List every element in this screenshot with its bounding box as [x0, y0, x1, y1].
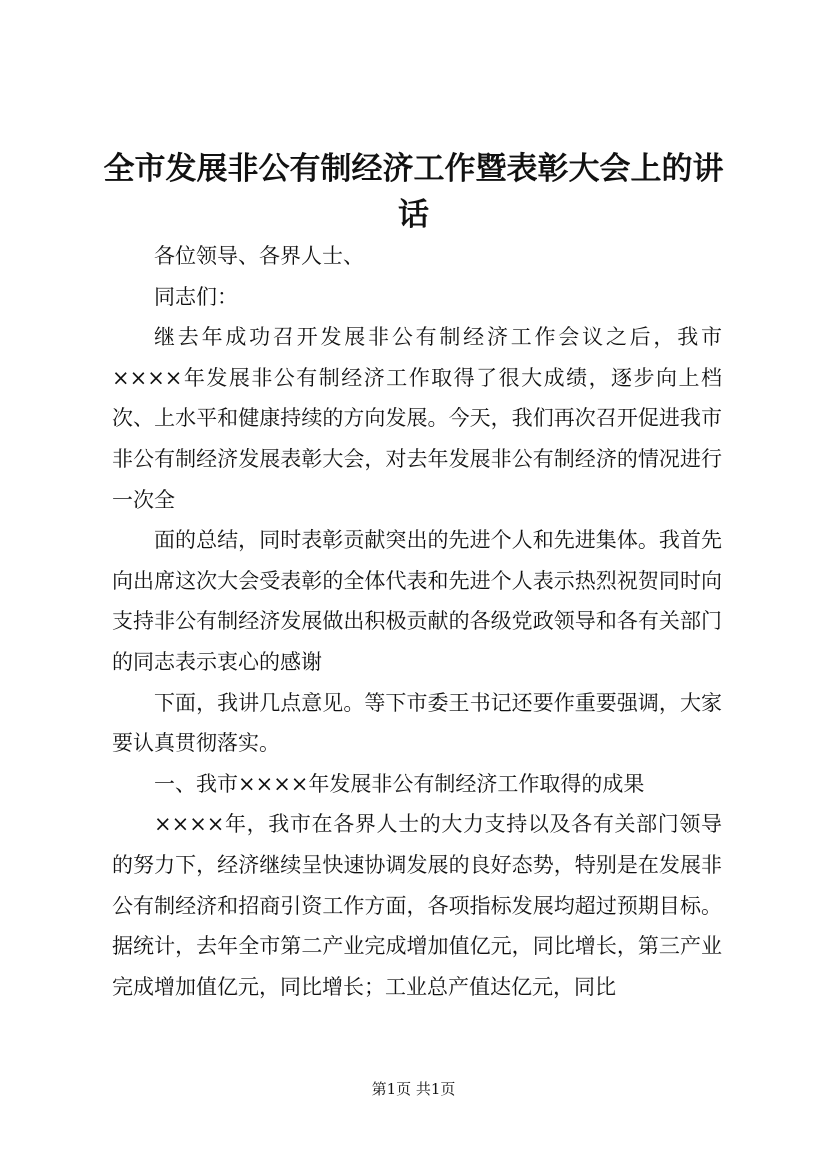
document-body	[112, 236, 722, 1007]
paragraph-body: 面的总结，同时表彰贡献突出的先进个人和先进集体。我首先向出席这次大会受表彰的全体代表和先进个人表示热烈祝贺同时向支持非公有制经济发展做出积极贡献的各级党政领导和各有关部门的同志表示衷心的感谢	[112, 528, 722, 674]
paragraph-salutation-comrades: 同志们：	[154, 284, 238, 309]
paragraph-salutation: 各位领导、各界人士、	[154, 244, 364, 268]
section-heading: 一、我市××××年发展非公有制经济工作取得的成果	[154, 771, 645, 796]
page-footer: 第1页 共1页	[371, 1080, 456, 1098]
paragraph-body: 下面，我讲几点意见。等下市委王书记还要作重要强调，大家要认真贯彻落实。	[112, 690, 722, 756]
document-title: 全市发展非公有制经济工作暨表彰大会上的讲话	[103, 151, 724, 233]
paragraph-body: ××××年，我市在各界人士的大力支持以及各有关部门领导的努力下，经济继续呈快速协调发展的良好态势，特别是在发展非公有制经济和招商引资工作方面，各项指标发展均超过预期目标。据统计，去年全市第二产业完成增加值亿元，同比增长，第三产业完成增加值亿元，同比增长；工业总产值达亿元，同比	[112, 812, 722, 999]
paragraph-body: 继去年成功召开发展非公有制经济工作会议之后，我市××××年发展非公有制经济工作取得了很大成绩，逐步向上档次、上水平和健康持续的方向发展。今天，我们再次召开促进我市非公有制经济发展表彰大会，对去年发展非公有制经济的情况进行一次全	[112, 325, 722, 512]
